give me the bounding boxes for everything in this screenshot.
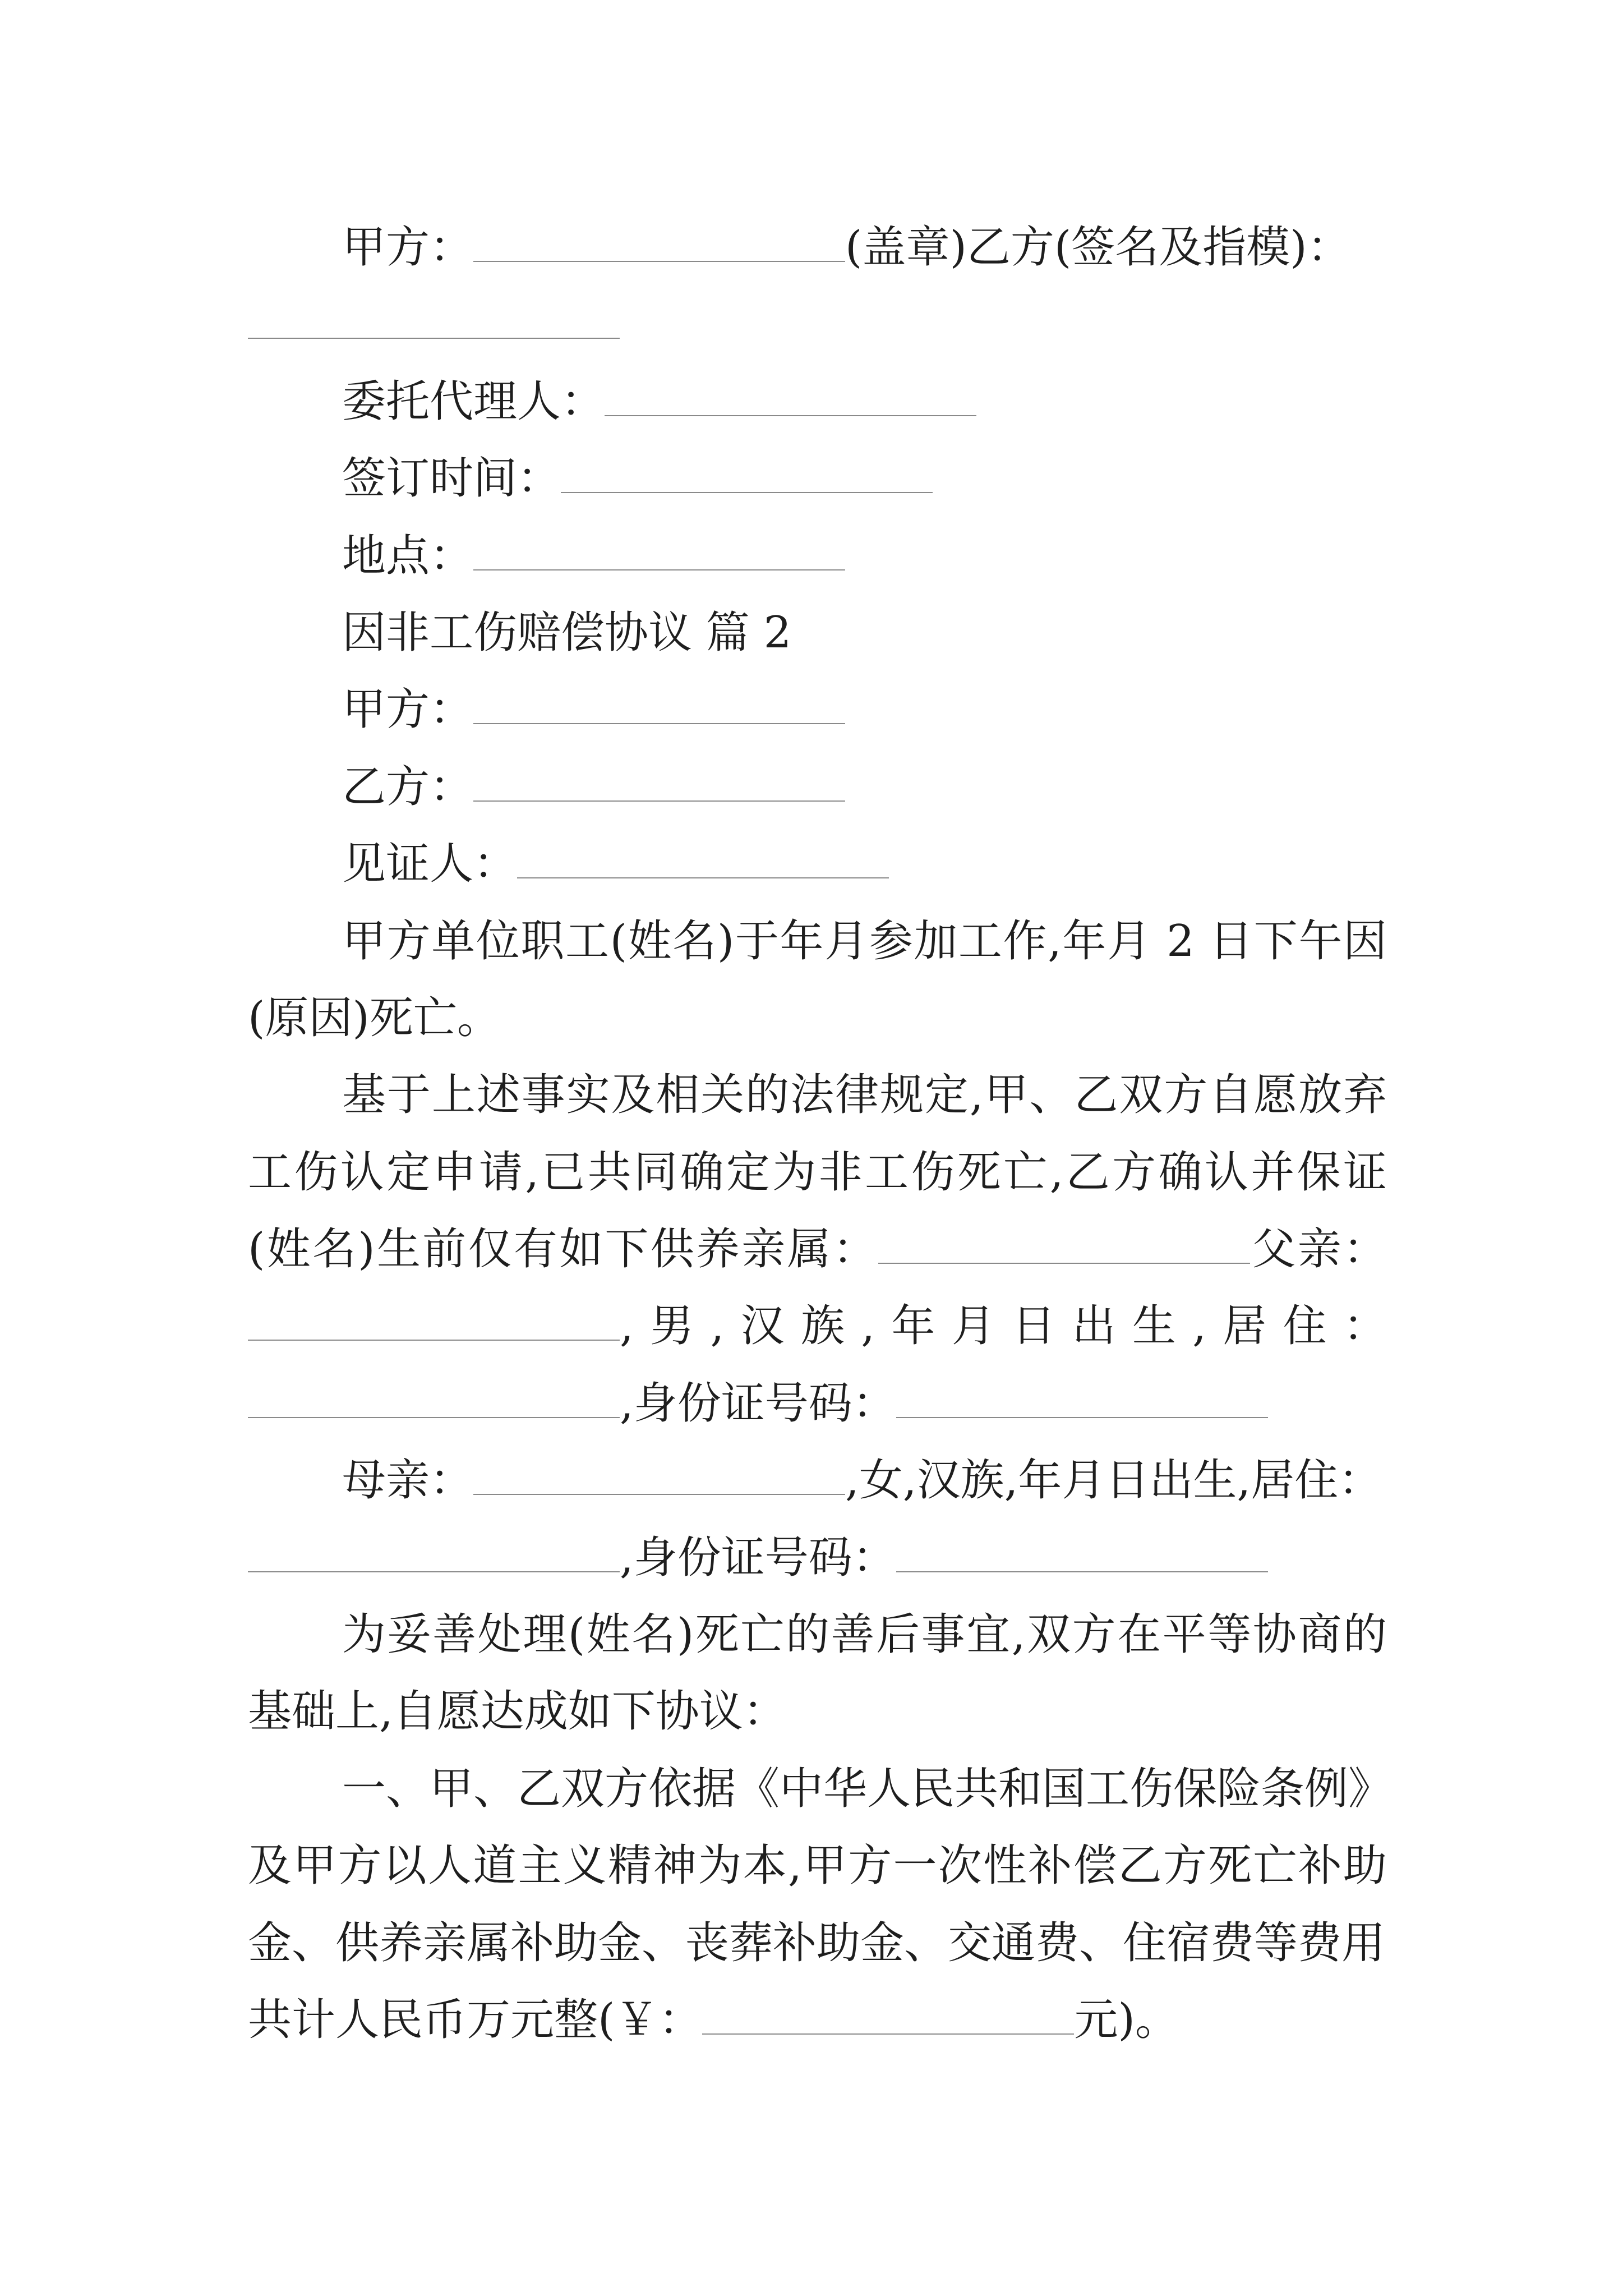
amount-suffix: 元)。 xyxy=(1074,1994,1179,2045)
paragraph-text: 基础上,自愿达成如下协议： xyxy=(248,1686,787,1737)
agent-line xyxy=(248,364,1387,440)
clause-1-line xyxy=(248,1905,1387,1982)
basis-paragraph-line xyxy=(248,1057,1387,1134)
purpose-paragraph-line xyxy=(248,1596,1387,1673)
signature-parties-line xyxy=(248,209,1387,286)
id-number-label: ,身份证号码： xyxy=(620,1532,896,1583)
paragraph-text: 金、供养亲属补助金、丧葬补助金、交通费、住宿费等费用 xyxy=(248,1917,1386,1968)
party-a-line xyxy=(248,671,1387,748)
blank-field xyxy=(878,1240,1250,1264)
agreement-title-text: 因非工伤赔偿协议 篇 2 xyxy=(342,607,792,658)
party-b-label: 乙方： xyxy=(342,761,474,812)
clause-1-amount-line xyxy=(248,1982,1387,2059)
document-page xyxy=(248,209,1393,2059)
party-a-label: 甲方： xyxy=(342,684,474,735)
signing-date-line xyxy=(248,440,1387,517)
father-details-line xyxy=(248,1288,1387,1365)
party-a-label: 甲方： xyxy=(342,222,474,273)
paragraph-text: 为妥善处理(姓名)死亡的善后事宜,双方在平等协商的 xyxy=(342,1609,1387,1660)
party-b-signature-line xyxy=(248,286,1387,363)
blank-field xyxy=(248,1317,620,1341)
mother-id-line xyxy=(248,1520,1387,1596)
blank-field xyxy=(896,1549,1268,1572)
mother-details-line xyxy=(248,1442,1387,1519)
paragraph-text: 共计人民币万元整(￥： xyxy=(248,1994,703,2045)
agent-label: 委托代理人： xyxy=(342,376,605,427)
facts-paragraph-line xyxy=(248,903,1387,980)
blank-field xyxy=(473,238,845,262)
blank-field xyxy=(605,393,976,416)
paragraph-text: 及甲方以人道主义精神为本,甲方一次性补偿乙方死亡补助 xyxy=(248,1841,1387,1892)
party-b-line xyxy=(248,749,1387,826)
blank-field xyxy=(517,855,889,878)
father-details: ,男,汉族,年月日出生,居住： xyxy=(620,1301,1387,1352)
father-id-line xyxy=(248,1365,1387,1442)
paragraph-text: (原因)死亡。 xyxy=(248,992,501,1043)
mother-details: ,女,汉族,年月日出生,居住： xyxy=(845,1455,1382,1506)
signing-date-label: 签订时间： xyxy=(342,453,561,504)
paragraph-text: 基于上述事实及相关的法律规定,甲、乙双方自愿放弃 xyxy=(342,1070,1387,1121)
agreement-title xyxy=(248,595,1387,671)
paragraph-text: 甲方单位职工(姓名)于年月参加工作,年月 2 日下午因 xyxy=(342,915,1387,967)
blank-field xyxy=(248,1395,620,1418)
blank-field xyxy=(473,778,845,802)
blank-field xyxy=(473,1471,845,1495)
id-number-label: ,身份证号码： xyxy=(620,1378,896,1429)
seal-and-party-b-label: (盖章)乙方(签名及指模)： xyxy=(845,222,1351,273)
father-label: 父亲： xyxy=(1250,1224,1387,1275)
clause-1-line xyxy=(248,1751,1393,1828)
blank-field xyxy=(702,2011,1074,2035)
witness-line xyxy=(248,826,1387,903)
purpose-paragraph-line xyxy=(248,1673,1387,1750)
blank-field xyxy=(473,547,845,570)
facts-paragraph-line xyxy=(248,980,1387,1057)
paragraph-text: (姓名)生前仅有如下供养亲属： xyxy=(248,1224,879,1275)
paragraph-text: 工伤认定申请,已共同确定为非工伤死亡,乙方确认并保证 xyxy=(248,1147,1387,1198)
blank-field xyxy=(248,315,620,339)
place-label: 地点： xyxy=(342,530,474,581)
blank-field xyxy=(473,701,845,724)
blank-field xyxy=(561,470,933,493)
mother-label: 母亲： xyxy=(342,1455,474,1506)
basis-paragraph-line xyxy=(248,1134,1387,1211)
blank-field xyxy=(896,1395,1268,1418)
blank-field xyxy=(248,1549,620,1572)
place-line xyxy=(248,518,1387,595)
basis-paragraph-line xyxy=(248,1211,1387,1288)
clause-1-line xyxy=(248,1828,1387,1904)
witness-label: 见证人： xyxy=(342,839,518,890)
paragraph-text: 一、甲、乙双方依据《中华人民共和国工伤保险条例》 xyxy=(342,1763,1393,1814)
